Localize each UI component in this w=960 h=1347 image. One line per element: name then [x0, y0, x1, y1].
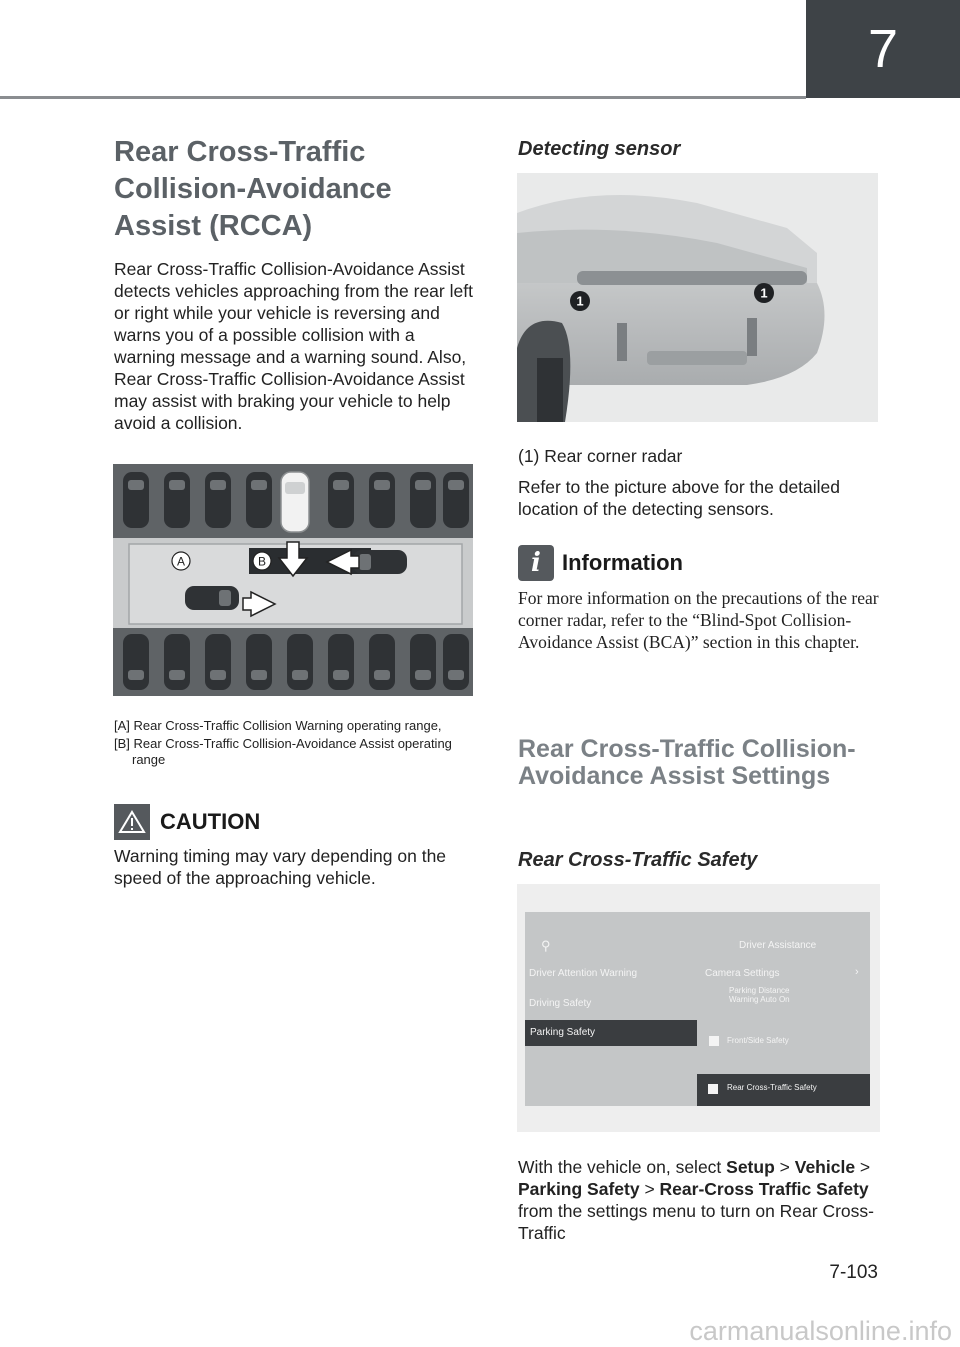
- menu-item-driving-safety: Driving Safety: [529, 998, 592, 1009]
- caution-title: CAUTION: [160, 809, 261, 834]
- setup-text-1: With the vehicle on, select: [518, 1157, 727, 1177]
- parking-lot-illustration: [113, 464, 473, 696]
- radar-reference-text: Refer to the picture above for the detailed location of the detecting sensors.: [518, 477, 841, 519]
- menu-item-parking-safety: [525, 1020, 697, 1046]
- setup-instruction: [518, 1156, 883, 1244]
- information-box: [518, 545, 683, 580]
- checkbox-checked-icon: [708, 1084, 718, 1094]
- warning-auto-on-label: Warning Auto On: [729, 995, 790, 1004]
- setup-bold-setup: Setup: [726, 1157, 775, 1177]
- parking-distance-label: Parking Distance: [729, 986, 790, 995]
- search-icon: ⚲: [541, 938, 551, 953]
- information-text: For more information on the precautions of the rear corner radar, refer to the “Blind-Spot Collision-Avoidance Assist (BCA)” section in this chapter.: [518, 588, 879, 652]
- radar-marker-right: 1: [760, 285, 768, 301]
- screen-header: Driver Assistance: [739, 940, 817, 951]
- rear-cross-traffic-label: Rear Cross-Traffic Safety: [727, 1083, 817, 1092]
- menu-item-parking-safety-label: Parking Safety: [530, 1027, 596, 1038]
- page-number: 7-103: [829, 1262, 878, 1283]
- menu-item-driver-attention: Driver Attention Warning: [529, 968, 638, 979]
- setup-bold-rear-cross: Rear-Cross Traffic Safety: [659, 1179, 869, 1199]
- chapter-tab: [806, 0, 960, 98]
- rear-radar-illustration: [517, 173, 878, 422]
- intro-paragraph: Rear Cross-Traffic Collision-Avoidance Assist detects vehicles approaching from the rear left or right while your vehicle is reversing and warns you of a possible collision with a warning message and a warning sound. Also, Rear Cross-Traffic Collision-Avoidance Assist may assist with braking your vehicle to help avoid a collision.: [114, 259, 473, 433]
- chapter-number: 7: [867, 19, 899, 79]
- settings-screen-image: [517, 884, 880, 1132]
- setup-text-2: from the settings menu to turn on Rear Cross-Traffic: [518, 1201, 874, 1243]
- setup-sep-1: >: [774, 1157, 795, 1177]
- figure-caption: [114, 718, 464, 770]
- zone-b-label: B: [257, 554, 267, 569]
- header-rule: [0, 96, 806, 99]
- footer-watermark: carmanualsonline.info: [689, 1316, 952, 1346]
- information-title: Information: [562, 549, 683, 575]
- caution-text: Warning timing may vary depending on the speed of the approaching vehicle.: [114, 846, 447, 888]
- rear-cross-traffic-row: [697, 1074, 870, 1106]
- camera-settings-label: Camera Settings: [705, 968, 780, 979]
- radar-caption: (1) Rear corner radar: [518, 446, 683, 466]
- checkbox-icon: [709, 1036, 719, 1046]
- front-side-safety-label: Front/Side Safety: [727, 1036, 789, 1045]
- detecting-sensor-heading: Detecting sensor: [518, 138, 681, 160]
- setup-bold-vehicle: Vehicle: [794, 1157, 856, 1177]
- setup-bold-parking-safety: Parking Safety: [518, 1179, 640, 1199]
- chevron-right-icon: ›: [855, 966, 859, 978]
- caution-box: [114, 804, 260, 840]
- section-title: Rear Cross-Traffic Collision-Avoidance Assist (RCCA): [114, 136, 392, 242]
- warning-triangle-icon: [114, 804, 150, 840]
- info-icon: i: [518, 545, 554, 581]
- radar-marker-left: 1: [576, 293, 584, 309]
- setup-sep-2: >: [855, 1157, 871, 1177]
- caption-a: [A] Rear Cross-Traffic Collision Warning operating range,: [114, 718, 442, 733]
- zone-a-label: A: [176, 554, 186, 569]
- setup-sep-3: >: [639, 1179, 660, 1199]
- settings-section-title: Rear Cross-Traffic Collision-Avoidance Assist Settings: [518, 735, 856, 790]
- caption-b: [B] Rear Cross-Traffic Collision-Avoidance Assist operating range: [114, 736, 452, 767]
- settings-subheading: Rear Cross-Traffic Safety: [518, 849, 758, 871]
